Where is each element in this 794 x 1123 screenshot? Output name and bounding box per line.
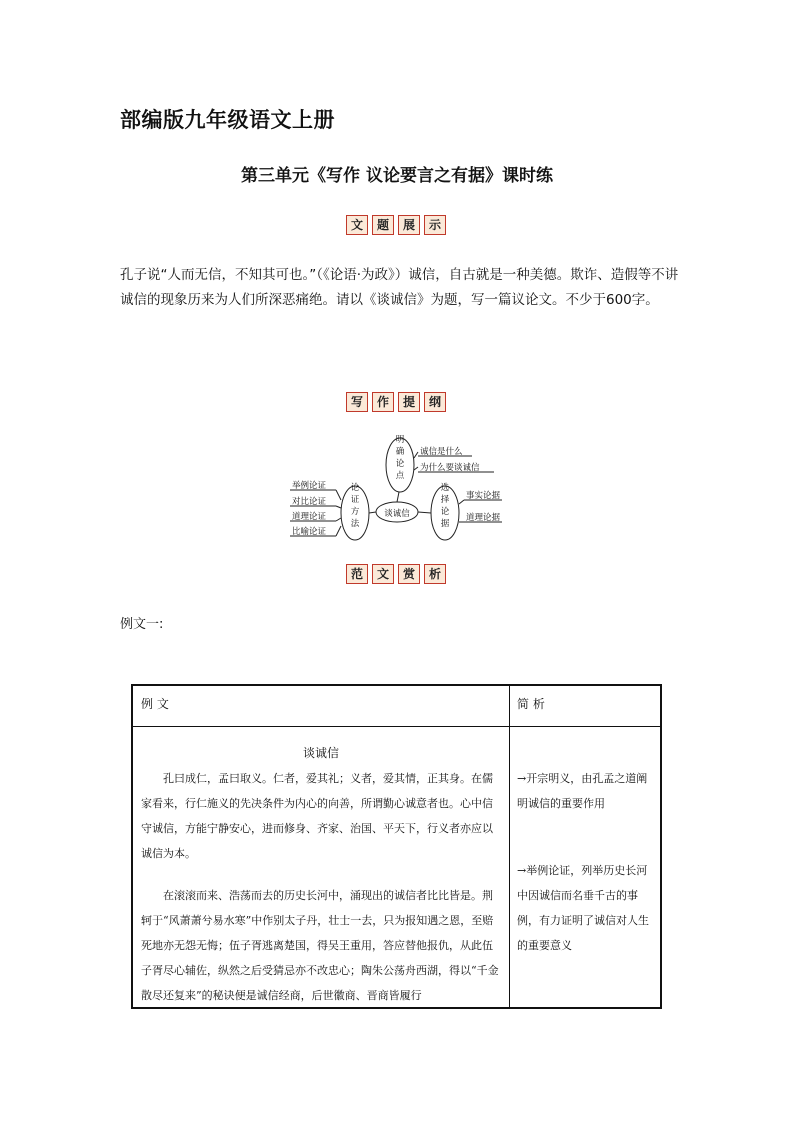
section-heading-topic	[346, 215, 446, 235]
heading-char: 纲	[424, 392, 446, 412]
heading-char: 范	[346, 564, 368, 584]
document-title: 部编版九年级语文上册	[120, 108, 335, 132]
lesson-subtitle: 第三单元《写作 议论要言之有据》课时练	[241, 166, 553, 186]
mindmap-node-thesis: 明确论点	[395, 435, 405, 481]
heading-char: 析	[424, 564, 446, 584]
section-heading-sample	[346, 564, 446, 584]
analysis-note: →开宗明义，由孔孟之道阐明诚信的重要作用	[517, 772, 648, 810]
essay-title: 谈诚信	[302, 746, 339, 760]
section-heading-outline	[346, 392, 446, 412]
heading-char: 展	[398, 215, 420, 235]
column-header-essay: 例 文	[141, 697, 169, 711]
mindmap-item: 诚信是什么	[420, 447, 463, 457]
heading-char: 写	[346, 392, 368, 412]
heading-char: 赏	[398, 564, 420, 584]
example-label: 例文一:	[120, 617, 164, 632]
heading-char: 作	[372, 392, 394, 412]
mindmap-node-methods: 论证方法	[350, 483, 360, 529]
mindmap-item: 事实论据	[466, 491, 501, 501]
heading-char: 提	[398, 392, 420, 412]
essay-paragraph: 孔曰成仁，孟曰取义。仁者，爱其礼；义者，爱其情，正其身。在儒家看来，行仁施义的先决条件为内心的向善，所谓勤心诚意者也。心中信守诚信，方能宁静安心，进而修身、齐家、治国、平天下，行义者亦应以诚信为本。	[141, 772, 493, 860]
mindmap-item: 比喻论证	[292, 527, 327, 537]
column-divider	[509, 686, 510, 1007]
heading-char: 文	[346, 215, 368, 235]
heading-char: 题	[372, 215, 394, 235]
mindmap-item: 道理论据	[466, 513, 501, 523]
writing-prompt: 孔子说“人而无信，不知其可也。”（《论语·为政》）诚信，自古就是一种美德。欺诈、造假等不讲诚信的现象历来为人们所深恶痛绝。请以《谈诚信》为题，写一篇议论文。不少于600字。	[120, 267, 679, 308]
mindmap-item: 为什么要谈诚信	[420, 463, 480, 473]
heading-char: 示	[424, 215, 446, 235]
analysis-note: →举例论证，列举历史长河中因诚信而名垂千古的事例，有力证明了诚信对人生的重要意义	[517, 864, 649, 952]
heading-char: 文	[372, 564, 394, 584]
analysis-table	[131, 684, 662, 1009]
mindmap-item: 对比论证	[292, 497, 327, 507]
mindmap-center: 谈诚信	[384, 509, 410, 519]
mindmap-item: 举例论证	[292, 481, 327, 491]
mindmap-item: 道理论证	[292, 512, 327, 522]
mindmap-node-evidence: 选择论据	[440, 483, 450, 529]
essay-paragraph: 在滚滚而来、浩荡而去的历史长河中，涌现出的诚信者比比皆是。荆轲于“风萧萧兮易水寒”中作别太子丹，壮士一去，只为报知遇之恩，至赔死地亦无怨无悔；伍子胥逃离楚国，得吴王重用，答应替他报仇，从此伍子胥尽心辅佐，纵然之后受猜忌亦不改忠心；陶朱公荡舟西湖，得以“千金散尽还复来”的秘诀便是诚信经商，后世徽商、晋商皆履行	[141, 889, 499, 1002]
header-divider	[133, 726, 660, 727]
column-header-analysis: 简 析	[517, 697, 545, 711]
outline-mindmap	[280, 430, 520, 550]
